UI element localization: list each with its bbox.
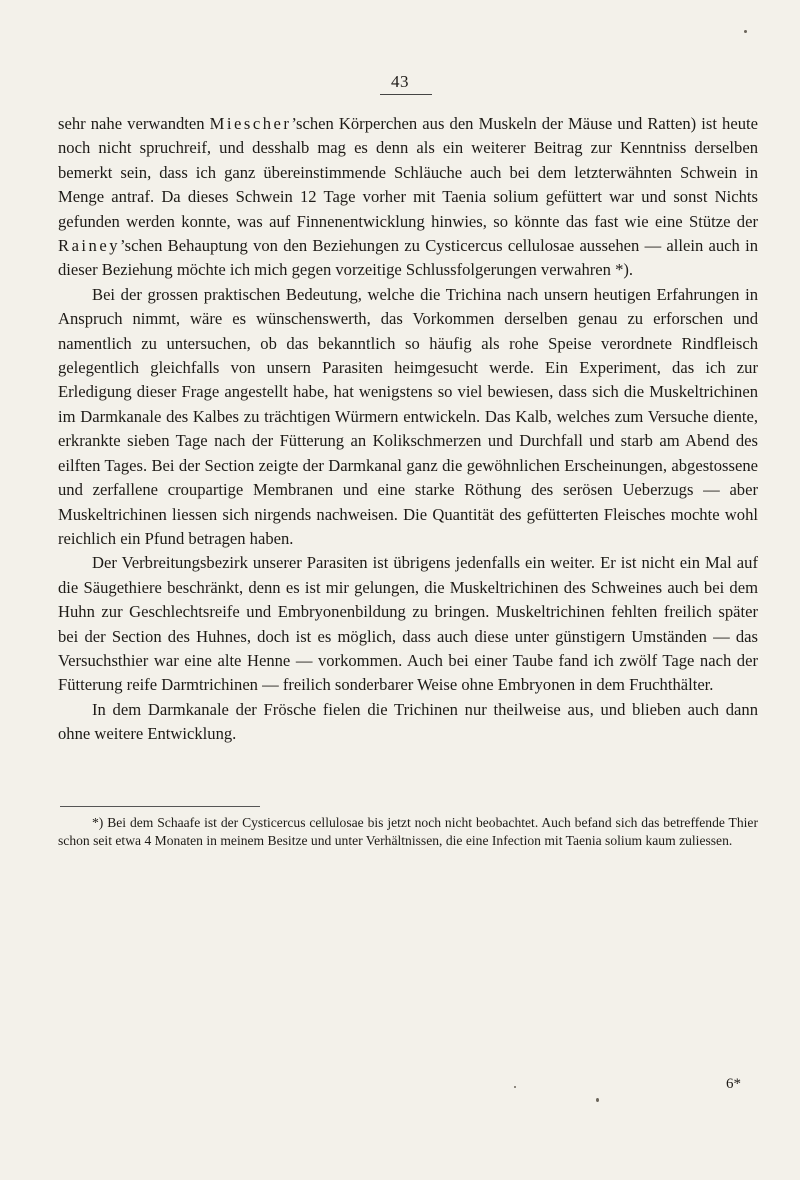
paragraph-3: Der Verbreitungsbezirk unserer Parasiten ist übrigens jedenfalls ein weiter. Er ist nicht ein Mal auf die Säugethiere beschränkt, denn es ist mir gelungen, die Muskeltrichinen des Schweines auch bei dem Huhn zur Geschlechtsreife und Embryonenbildung zu bringen. Muskeltrichinen fehlten freilich später bei der Section des Huhnes, doch ist es möglich, dass auch diese unter günstigern Umständen — das Versuchsthier war eine alte Henne — vorkommen. Auch bei einer Taube fand ich zwölf Tage nach der Fütterung reife Darmtrichinen — freilich sonderbarer Weise ohne Embryonen in dem Fruchthälter. (58, 553, 758, 695)
body-text (58, 112, 758, 747)
paragraph-1 (58, 112, 758, 283)
paragraph-1-part-a: sehr nahe verwandten (58, 114, 210, 133)
paragraph-1-part-c: ’schen Behauptung von den Beziehungen zu Cysticercus cellulosae aussehen — allein auch in dieser Beziehung möchte ich mich gegen vorzeitige Schlussfolgerungen verwahren *). (58, 236, 758, 280)
print-speck (596, 1098, 599, 1102)
paragraph-2: Bei der grossen praktischen Bedeutung, welche die Trichina nach unsern heutigen Erfahrungen in Anspruch nimmt, wäre es wünschenswerth, das Vorkommen derselben genau zu erforschen und namentlich zu untersuchen, ob das bekanntlich so häufig als rohe Speise verordnete Rindfleisch gelegentlich gleichfalls von unsern Parasiten heimgesucht werde. Ein Experiment, das ich zur Erledigung dieser Frage angestellt habe, hat wenigstens so viel bewiesen, dass sich die Muskeltrichinen im Darmkanale des Kalbes zu trächtigen Würmern entwickeln. Das Kalb, welches zum Versuche diente, erkrankte sieben Tage nach der Fütterung an Kolikschmerzen und Durchfall und starb am Abend des eilften Tages. Bei der Section zeigte der Darmkanal ganz die gewöhnlichen Erscheinungen, abgestossene und zerfallene croupartige Membranen und eine starke Röthung des serösen Ueberzugs — aber Muskeltrichinen liessen sich nirgends nachweisen. Die Quantität des gefütterten Fleisches mochte wohl reichlich ein Pfund betragen haben. (58, 284, 758, 548)
signature-mark: 6* (726, 1076, 741, 1092)
footnote-rule (60, 806, 260, 807)
paragraph-1-part-b: ’schen Körperchen aus den Muskeln der Mäuse und Ratten) ist heute noch nicht spruchreif, und desshalb mag es denn als ein weiterer Beitrag zur Kenntniss derselben bemerkt sein, dass ich ganz übereinstimmende Schläuche auch bei dem letzterwähnten Schwein in Menge antraf. Da dieses Schwein 12 Tage vorher mit Taenia solium gefüttert war und sonst Nichts gefunden werden konnte, was auf Finnenentwicklung hinwies, so könnte das fast wie eine Stütze der (58, 114, 758, 231)
author-name-rainey: Rainey (58, 236, 121, 256)
author-name-miescher: Miescher (209, 114, 292, 133)
paragraph-4: In dem Darmkanale der Frösche fielen die Trichinen nur theilweise aus, und blieben auch dann ohne weitere Entwicklung. (58, 699, 758, 744)
footnote: *) Bei dem Schaafe ist der Cysticercus cellulosae bis jetzt noch nicht beobachtet. Auch befand sich das betreffende Thier schon seit etwa 4 Monaten in meinem Besitze und unter Verhältnissen, die eine Infection mit Taenia solium kaum zuliessen. (58, 815, 758, 848)
print-speck (744, 30, 747, 33)
print-speck (514, 1086, 516, 1088)
page-number: 43 (391, 72, 409, 91)
page-number-underline (380, 94, 432, 95)
